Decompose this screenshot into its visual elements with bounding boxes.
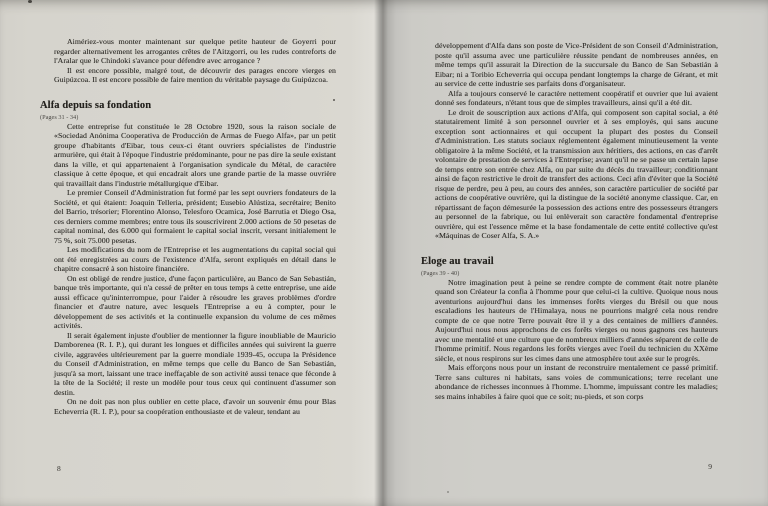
page-number: 8	[57, 464, 61, 473]
paragraph: Mais efforçons nous pour un instant de reconstruire mentalement ce passé primitif. Terre sans cultures ni habitats, sans voies de communications; terre recelant une abondance de richesses inconnues à l'homme. L'homme, impuissant contre les maladies; ses mains inhabiles à faire quoi que ce soit; nu-pieds, et son corps	[435, 363, 718, 401]
paragraph: Le premier Conseil d'Administration fut formé par les sept ouvriers fondateurs de la Société, et qui étaient: Joaquin Telleria, président; Eusebio Alústiza, secrétaire; Benito del Barrio, trésorier; Florentino Alonso, Telesforo Ocamica, José Barrutia et Diego Osa, ces derniers comme membres; entre tous ils souscrivirent 2.000 actions de 50 pesetas de capital nominal, des 6.000 qui formaient le capital social inscrit, versant initialement le 75 %, soit 75.000 pesetas.	[54, 188, 336, 245]
paragraph: Notre imagination peut à peine se rendre compte de comment était notre planète quand son Créateur la confia à l'homme pour que celui-ci la cultive. Quoique nous nous aventurions aujourd'hui dans les immenses forêts vierges du Brésil ou que nous escaladions les hauteurs de l'Himalaya, nous ne pourrions malgré cela nous rendre compte de ce que notre Terre pouvait être il y a des centaines de milliers d'années. Aujourd'hui nous nous approchons de ces forêts vierges ou nous gagnons ces hauteurs avec une mentalité et une culture que de nombreux milliers d'années séparent de celle de l'homme primitif. Nous regardons les forêts vierges avec l'oeil du technicien du XXème siècle, et nous respirons sur les cimes dans une atmosphère tout axée sur le progrès.	[435, 277, 718, 363]
section-heading-eloge: Eloge au travail	[421, 255, 494, 267]
left-page	[0, 0, 378, 506]
section-pages-reference: (Pages 31 - 34)	[40, 113, 79, 121]
paragraph: Les modifications du nom de l'Entreprise et les augmentations du capital social qui ont été enregistrées au cours de l'existence d'Alfa, seront expliqués en détail dans le chapitre consacré à son histoire financière.	[54, 245, 336, 273]
paragraph: On ne doit pas non plus oublier en cette place, d'avoir un souvenir ému pour Blas Echeverria (R. I. P.), pour sa coopération enthousiaste et de valeur, tendant au	[54, 397, 336, 416]
paragraph: Il est encore possible, malgré tout, de découvrir des parages encore vierges en Guipúzcoa. Il est encore possible de faire mention du véritable paysage du Guipúzcoa.	[54, 65, 336, 84]
scan-speck	[447, 491, 449, 493]
scan-speck	[333, 99, 335, 101]
section-heading-alfa: Alfa depuis sa fondation	[40, 99, 152, 111]
paragraph: développement d'Alfa dans son poste de Vice-Président de son Conseil d'Administration, poste qu'il assuma avec une particulière réussite pendant de nombreuses années, en même temps qu'il assurait la Direction de la succursale du Banco de San Sebastián à Eibar; ni a Toribio Echeverria qui occupa pendant longtemps la charge de Gérant, et mit au service de cette industrie ses parfaits dons d'organisateur.	[435, 41, 718, 88]
page-number: 9	[708, 462, 712, 471]
paragraph: Le droit de souscription aux actions d'Alfa, qui composent son capital social, a été statutairement limité à son personnel ouvrier et à ses employés, qui sans aucune exception sont actionnaires et qui occupent la plupart des postes du Conseil d'Administration. Les statuts sociaux réglementent également minutieusement la vente obligatoire à la même Société, et la transmission aux héritiers, des actions, en cas d'arrêt volontaire de prestation de services à l'Entreprise; avant qu'il ne se passe un certain lapse de temps entre son entrée chez Alfa, ou par suite du décès du travailleur; conditionnant ainsi de façon restrictive le droit de transfert des actions. Ceci afin d'éviter que la Société risque de perdre, peu à peu, au cours des années, son caractère particulier de société par actions de coopérative ouvrière, qui la distingue de la société anonyme classique. Car, en répartissant de façon démesurée la possession des actions entre des possesseurs étrangers au personnel de la fabrique, ou lui enlèverait son caractère fondamental d'entreprise ouvrière, qui est l'essence même et la base fondamentale de cette entité collective qu'est «Máquinas de Coser Alfa, S. A.»	[435, 107, 718, 240]
paragraph: Alfa a toujours conservé le caractère nettement coopératif et ouvrier que lui avaient donné ses fondateurs, n'étant tous que de simples travailleurs, ainsi qu'il a été dit.	[435, 88, 718, 107]
paragraph: Cette entreprise fut constituée le 28 Octobre 1920, sous la raison sociale de «Sociedad Anónima Cooperativa de Producción de Armas de Fuego Alfa», par un petit groupe d'habitants d'Eibar, tous ceux-ci étant ouvriers spécialistes de l'industrie armurière, qui était à l'époque l'industrie prédominante, pour ne pas dire la seule existant dans la ville, et qui appartenaient à l'organisation syndicale du Métal, de caractère classique à cette époque, et qui encadrait alors une grande partie de la masse ouvrière qui travaillait dans l'industrie métallurgique d'Eibar.	[54, 121, 336, 188]
paragraph: On est obligé de rendre justice, d'une façon particulière, au Banco de San Sebastián, banque très importante, qui n'a cessé de prêter en tous temps à cette entreprise, une aide aussi efficace qu'ininterrompue, pour l'aider à résoudre les graves problèmes d'ordre financier et d'autre nature, avec lesquels l'Entreprise a eu à compter, pour le développement de ses activités et la continuelle expansion du volume de ces mêmes activités.	[54, 273, 336, 330]
paragraph: Aimériez-vous monter maintenant sur quelque petite hauteur de Goyerri pour regarder alternativement les arrogantes crêtes de l'Aitzgorri, ou les rudes contreforts de l'Aralar que le Chindoki s'avance pour défendre avec arrogance ?	[54, 37, 336, 65]
scan-speck	[28, 0, 32, 3]
paragraph: Il serait également injuste d'oublier de mentionner la figure inoubliable de Mauricio Damborenea (R. I. P.), qui durant les longues et difficiles années qui suivirent la guerre civile, aggravées ultérieurement par la guerre mondiale 1939-45, occupa la Présidence du Conseil d'Administration, en même temps que celle du Banco de San Sebastián, jusqu'à sa mort, laissant une trace ineffaçable de son activité aussi tenace que féconde à la tête de la Société; il reste un modèle pour tous ceux qui continuent d'assumer son destin.	[54, 330, 336, 397]
right-page	[390, 0, 768, 506]
section-pages-reference: (Pages 39 - 40)	[421, 269, 460, 277]
